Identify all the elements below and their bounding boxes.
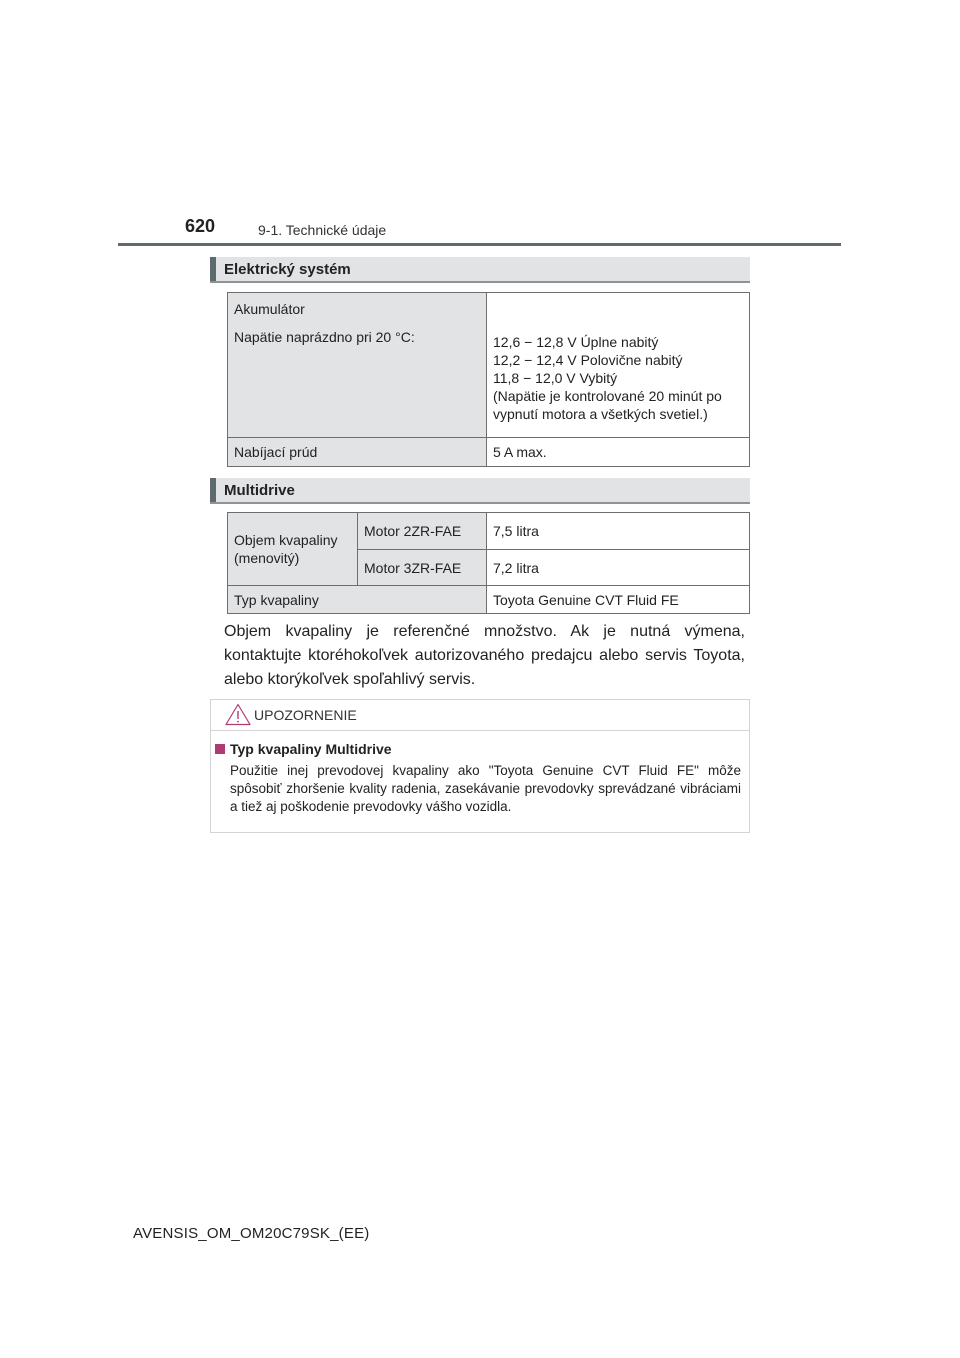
value-line: vypnutí motora a všetkých svetiel.) [493, 406, 708, 422]
bullet-square-icon [215, 744, 225, 754]
table-cell-engine: Motor 3ZR-FAE [358, 550, 487, 586]
chapter-title: 9-1. Technické údaje [258, 222, 387, 238]
value-line: 12,2 − 12,4 V Polovične nabitý [493, 352, 683, 368]
value-line: 12,6 − 12,8 V Úplne nabitý [493, 334, 659, 350]
label-line: (menovitý) [234, 550, 300, 566]
table-cell-value: 5 A max. [487, 438, 750, 467]
warning-header [211, 700, 749, 731]
value-line: 11,8 − 12,0 V Vybitý [493, 370, 618, 386]
table-cell-value: 7,2 litra [487, 550, 750, 586]
warning-text: Použitie inej prevodovej kvapaliny ako "Toyota Genuine CVT Fluid FE" môže spôsobiť zhoršenie kvality radenia, zasekávanie prevodovky sprevádzané vibráciami a tiež aj poškodenie prevodovky vášho vozidla. [230, 763, 741, 814]
table-row [228, 438, 750, 467]
section-heading-electrical [210, 257, 750, 283]
section-heading-multidrive [210, 478, 750, 504]
table-cell-label: Typ kvapaliny [228, 586, 487, 614]
table-cell-engine: Motor 2ZR-FAE [358, 513, 487, 550]
multidrive-table [227, 512, 750, 614]
page-number: 620 [185, 216, 216, 236]
page-header [185, 216, 685, 242]
header-divider [118, 243, 841, 246]
table-cell-value [487, 293, 750, 438]
warning-subtitle: Typ kvapaliny Multidrive [230, 741, 392, 757]
section-accent [210, 478, 216, 502]
table-cell-value: 7,5 litra [487, 513, 750, 550]
label-line: Objem kvapaliny [234, 532, 338, 548]
warning-triangle-icon [225, 703, 251, 726]
table-row [228, 293, 750, 438]
warning-title: UPOZORNENIE [254, 707, 357, 723]
table-row [228, 586, 750, 614]
warning-box [210, 699, 750, 833]
table-row [228, 513, 750, 550]
table-cell-label [228, 513, 358, 586]
label-line: Napätie naprázdno pri 20 °C: [234, 329, 415, 345]
section-title: Multidrive [224, 482, 295, 499]
table-cell-value: Toyota Genuine CVT Fluid FE [487, 586, 750, 614]
table-cell-label: Nabíjací prúd [228, 438, 487, 467]
footer-document-code: AVENSIS_OM_OM20C79SK_(EE) [133, 1225, 370, 1242]
table-cell-label [228, 293, 487, 438]
value-line: (Napätie je kontrolované 20 minút po [493, 388, 722, 404]
section-accent [210, 257, 216, 281]
label-line: Akumulátor [234, 301, 305, 317]
electrical-table [227, 292, 750, 467]
body-paragraph: Objem kvapaliny je referenčné množstvo. Ak je nutná výmena, kontaktujte ktoréhokoľvek autorizovaného predajcu alebo servis Toyota, alebo ktorýkoľvek spoľahlivý servis. [224, 623, 745, 688]
section-title: Elektrický systém [224, 261, 351, 278]
